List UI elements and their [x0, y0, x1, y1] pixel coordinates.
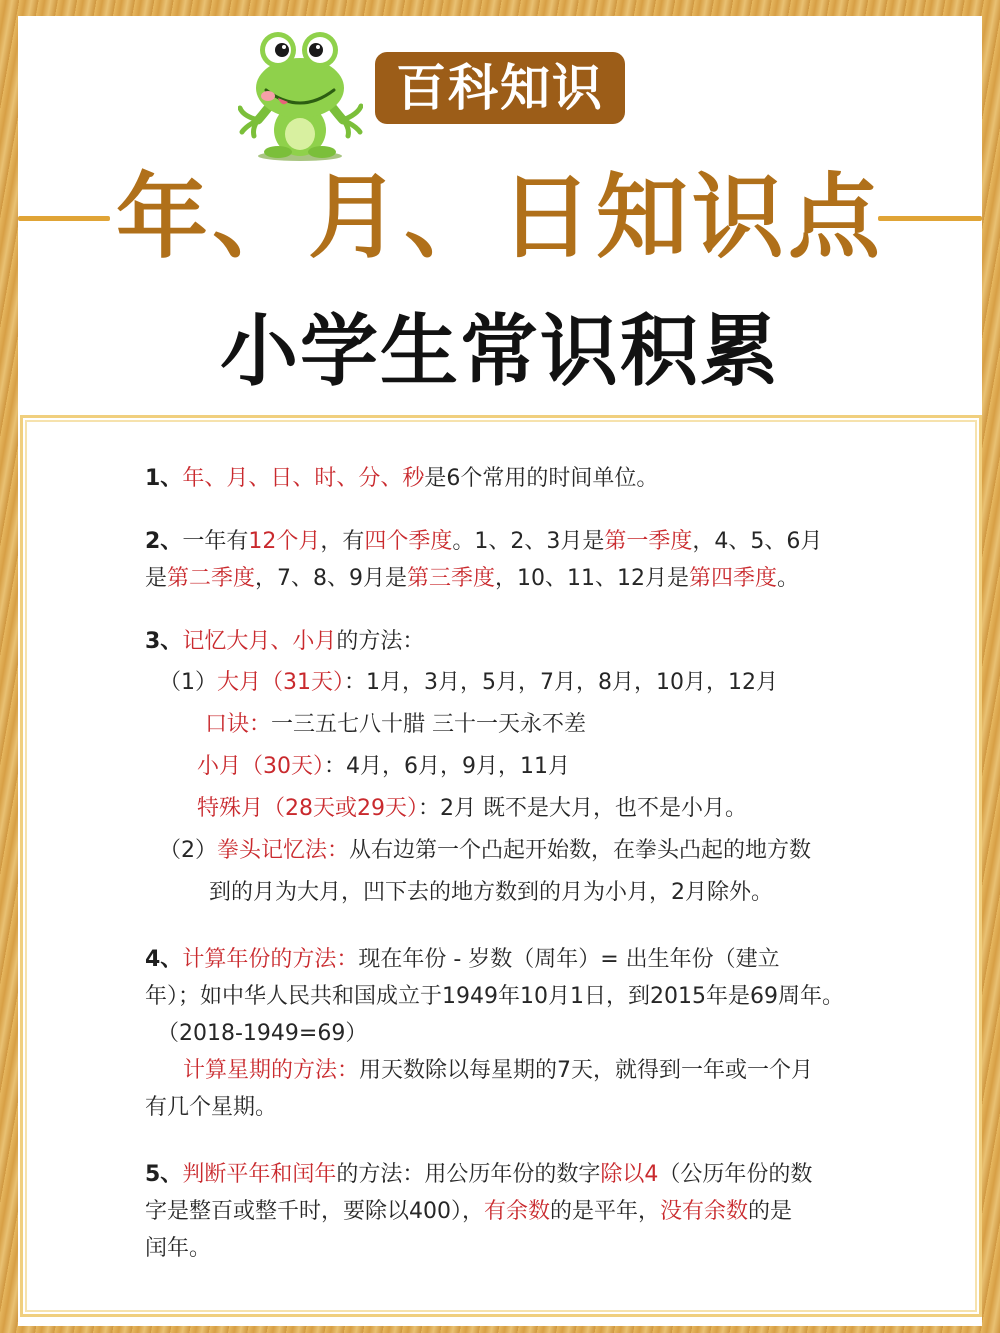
highlight-text: 有余数	[484, 1199, 551, 1224]
section-3-item-1	[145, 664, 885, 701]
highlight-text: 四个季度	[364, 529, 453, 554]
highlight-text: 小月（30天）	[197, 754, 324, 779]
title-rule-left	[18, 216, 110, 221]
body-text: ，4、5、6月	[692, 529, 823, 554]
body-text: 闰年。	[145, 1236, 212, 1261]
body-text: 年）；如中华人民共和国成立于1949年10月1日，到2015年是69周年。	[145, 984, 844, 1009]
body-text: 从右边第一个凸起开始数，在拳头凸起的地方数	[349, 838, 812, 863]
highlight-text: 口诀：	[205, 712, 272, 737]
body-text: ：1月，3月，5月，7月，8月，10月，12月	[344, 670, 778, 695]
highlight-text: 年、月、日、时、分、秒	[182, 466, 425, 491]
body-text: 的是	[748, 1199, 793, 1224]
section-3-heading	[145, 623, 885, 660]
section-5-line-3	[145, 1230, 885, 1267]
body-text: 的方法：用公历年份的数字	[336, 1162, 601, 1187]
highlight-text: 第四季度	[689, 566, 778, 591]
body-text: 的方法：	[336, 629, 425, 654]
body-text: 用天数除以每星期的7天，就得到一年或一个月	[359, 1058, 814, 1083]
item-number: （2）	[159, 838, 217, 863]
body-text: 字是整百或整千时，要除以400），	[145, 1199, 484, 1224]
highlight-text: 判断平年和闰年	[182, 1162, 337, 1187]
section-3-special-month	[145, 790, 885, 827]
section-4-line-4	[145, 1052, 885, 1089]
highlight-text: 第三季度	[407, 566, 496, 591]
section-number: 3、	[145, 629, 183, 654]
section-3-item-2-cont	[145, 874, 885, 911]
body-text: 一年有	[182, 529, 249, 554]
highlight-text: 记忆大月、小月	[182, 629, 337, 654]
title-rule-right	[878, 216, 982, 221]
item-number: （1）	[159, 670, 217, 695]
highlight-text: 12个月	[248, 529, 321, 554]
body-text: ：2月 既不是大月，也不是小月。	[418, 796, 747, 821]
section-3-item-2	[145, 832, 885, 869]
section-number: 2、	[145, 529, 183, 554]
highlight-text: 大月（31天）	[217, 670, 344, 695]
category-badge: 百科知识	[375, 52, 625, 124]
section-3-small-month	[145, 748, 885, 785]
body-text: 有几个星期。	[145, 1095, 278, 1120]
section-number: 5、	[145, 1162, 183, 1187]
frog-icon	[238, 28, 363, 163]
section-number: 1、	[145, 466, 183, 491]
body-text: 的是平年，	[550, 1199, 661, 1224]
section-number: 4、	[145, 947, 183, 972]
section-3-mnemonic	[145, 706, 885, 743]
body-text: （公历年份的数	[658, 1162, 813, 1187]
body-text: ，10、11、12月是	[495, 566, 690, 591]
highlight-text: 特殊月（28天或29天）	[197, 796, 418, 821]
body-text: ，7、8、9月是	[255, 566, 408, 591]
content-body	[145, 460, 885, 1267]
page-subtitle: 小学生常识积累	[219, 307, 780, 397]
highlight-text: 第二季度	[167, 566, 256, 591]
section-2-line-1	[145, 523, 885, 560]
body-text: ：4月，6月，9月，11月	[324, 754, 570, 779]
highlight-text: 拳头记忆法：	[217, 838, 350, 863]
section-2-line-2	[145, 560, 885, 597]
body-text: （2018-1949=69）	[157, 1021, 368, 1046]
highlight-text: 计算年份的方法：	[182, 947, 359, 972]
section-4-line-5	[145, 1089, 885, 1126]
highlight-text: 第一季度	[604, 529, 693, 554]
body-text: 到的月为大月，凹下去的地方数到的月为小月，2月除外。	[209, 880, 773, 905]
body-text: 是	[145, 566, 168, 591]
body-text: ，有	[320, 529, 365, 554]
section-5-line-2	[145, 1193, 885, 1230]
body-text: 。	[777, 566, 800, 591]
page-title: 年、月、日知识点	[115, 164, 884, 271]
highlight-text: 没有余数	[660, 1199, 749, 1224]
section-4-line-3	[145, 1015, 885, 1052]
body-text: 一三五七八十腊 三十一天永不差	[271, 712, 587, 737]
section-4-line-1	[145, 941, 885, 978]
section-5-line-1	[145, 1156, 885, 1193]
body-text: 现在年份 - 岁数（周年）= 出生年份（建立	[358, 947, 780, 972]
body-text: 。1、2、3月是	[452, 529, 605, 554]
highlight-text: 除以4	[600, 1162, 659, 1187]
body-text: 是6个常用的时间单位。	[424, 466, 659, 491]
highlight-text: 计算星期的方法：	[183, 1058, 360, 1083]
section-4-line-2	[145, 978, 885, 1015]
section-1	[145, 460, 885, 497]
